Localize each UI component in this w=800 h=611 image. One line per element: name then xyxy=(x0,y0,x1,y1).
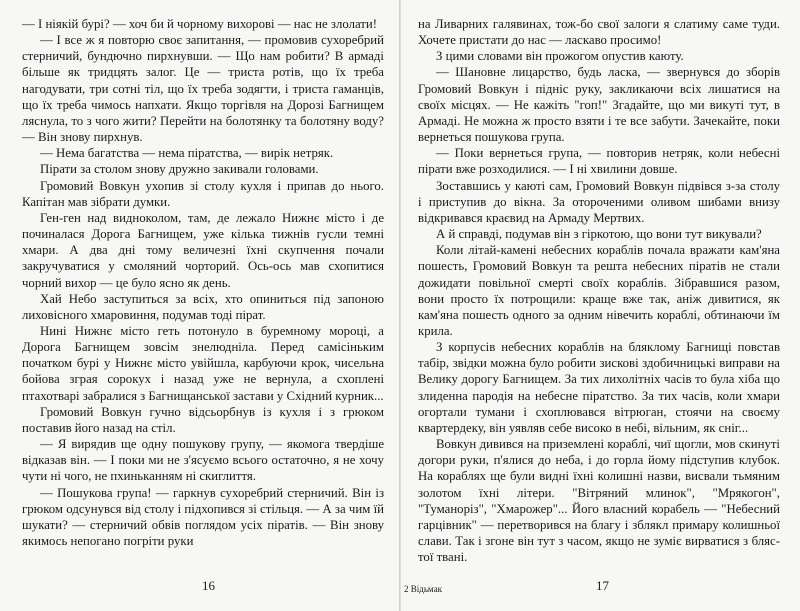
paragraph: Ген-ген над видноколом, там, де лежало Нижнє місто і де починалася Дорога Багнищем, уже кілька тижнів гусли темні хмари. А два дні тому величезні їхні скупчення почали закручуватися у смоляний чорторий. Ось-ось мав схопитися чорний вихор — це було ясно як день. xyxy=(22,210,384,290)
paragraph: — І все ж я повторю своє запитання, — промовив сухоребрий стерничий, бундючно пирхнувши. — Що нам робити? В армаді більше як тридцять залог. Це — триста ротів, що їх треба нагодувати, три сотні тіл, що їх треба зодягти, і триста гаманців, що їх треба чимось напхати. Якщо торгівля на Дорозі Багнищем ляснула, то з чого жити? Перейти на болотянку та болотяну воду? — Він знову пирхнув. xyxy=(22,33,384,145)
paragraph: Нині Нижнє місто геть потонуло в буремному мороці, а Дорога Багнищем зовсім знелюдніла. Перед самісіньким початком бурі у Нижнє місто увійшла, карбуючи крок, чисельна бойова зграя сорокух і назад уже не вернула, а схоплені птахотварі забралися з Багнищанської застави у Східний курник... xyxy=(22,323,384,403)
page-fold xyxy=(399,0,401,611)
paragraph: Зоставшись у каюті сам, Громовий Вовкун підвівся з-за столу і приступив до вікна. За отороченими оливом шибами внизу відкривався краєвид на Армаду Мертвих. xyxy=(418,178,780,225)
page-number-left: 16 xyxy=(202,578,215,593)
signature-mark: 2 Відьмак xyxy=(404,584,442,594)
paragraph: Громовий Вовкун гучно відсьорбнув із кухля і з грюком поставив його назад на стіл. xyxy=(22,404,384,435)
paragraph: Громовий Вовкун ухопив зі столу кухля і припав до нього. Капітан мав зібрати думки. xyxy=(22,178,384,209)
paragraph: З корпусів небесних кораблів на бляклому Багнищі повстав табір, звідки можна було робити зискові здобичницькі виправи на Велику дорогу Багнищем. За тих лихолітніх часів то була хіба що злиденна пародія на небесне піратство. За тих часів, коли хмари огортали тумани і схоплювався вітрюган, стоячи на своєму квартердеку, він уявляв себе високо в небі, вільним, як сніг... xyxy=(418,340,780,435)
paragraph: — Я вирядив ще одну пошукову групу, — якомога твердіше відказав він. — І поки ми не з'ясуємо всього остаточно, я не хочу чути ні чого, не пхиньканням ні скиглиття. xyxy=(22,437,384,484)
paragraph: Хай Небо заступиться за всіх, хто опиниться під запоною лиховісного хмаровиння, подумав тоді пірат. xyxy=(22,291,384,322)
paragraph: Вовкун дивився на приземлені кораблі, чиї щогли, мов скинуті догори руки, п'ялися до неба, і до горла йому підступив клубок. На кораблях ще були видні їхні колишні назви, висвали тьмяним золотом їхні літери. "Вітряний млинок", "Мрякогон", "Туманоріз", "Хмарожер"... Його власний корабель — "Небесний гарцівник" — перетворився на благу і зблякл примару колишньої слави. Так і згоне він тут з часом, якщо не зуміє вирватися з бляс-тої твані. xyxy=(418,437,780,565)
paragraph: — І ніякій бурі? — хоч би й чорному вихорові — нас не злолати! xyxy=(22,17,378,31)
paragraph: З цими словами він прожогом опустив каюту. xyxy=(436,49,684,64)
paragraph: — Нема багатства — нема піратства, — вирік нетряк. xyxy=(40,146,334,161)
page-number-right: 17 xyxy=(596,578,609,593)
paragraph: — Поки вернеться група, — повторив нетряк, коли небесні пірати вже розходилися. — І ні хвилини довше. xyxy=(418,146,780,177)
right-page xyxy=(418,16,780,565)
paragraph: Пірати за столом знову дружно закивали головами. xyxy=(40,162,319,177)
paragraph: — Шановне лицарство, будь ласка, — звернувся до зборів Громовий Вовкун і підніс руку, закликаючи всіх лишатися на своїх місцях. — Не кажіть "гоп!" Згадайте, що ми викуті тут, в Армаді. Не можна ж просто взяти і те все забути. Зачекайте, поки вернеться пошукова група. xyxy=(418,65,780,145)
paragraph: на Ливарних галявинах, тож-бо свої залоги я слатиму саме туди. Хочете пристати до нас — ласкаво просимо! xyxy=(418,17,780,48)
left-page xyxy=(22,16,384,549)
paragraph: Коли літай-камені небесних кораблів почала вражати кам'яна пошесть, Громовий Вовкун та решта небесних піратів не стали дожидати повільної смерті своїх кораблів. Зібравшися разом, вони просто їх потрощили: краще вже так, аніж дивитися, як кам'яна пошесть одного за одним нівечить кораблі, обтинаючи їм крила. xyxy=(418,243,780,338)
paragraph: — Пошукова група! — гаркнув сухоребрий стерничий. Він із грюком одсунувся від столу і підхопився зі стільця. — А за чим їй шукати? — стерничий обвів поглядом усіх піратів. — Він знову якимось непогано погріти руки xyxy=(22,485,384,548)
paragraph: А й справді, подумав він з гіркотою, що вони тут викували? xyxy=(436,227,762,242)
